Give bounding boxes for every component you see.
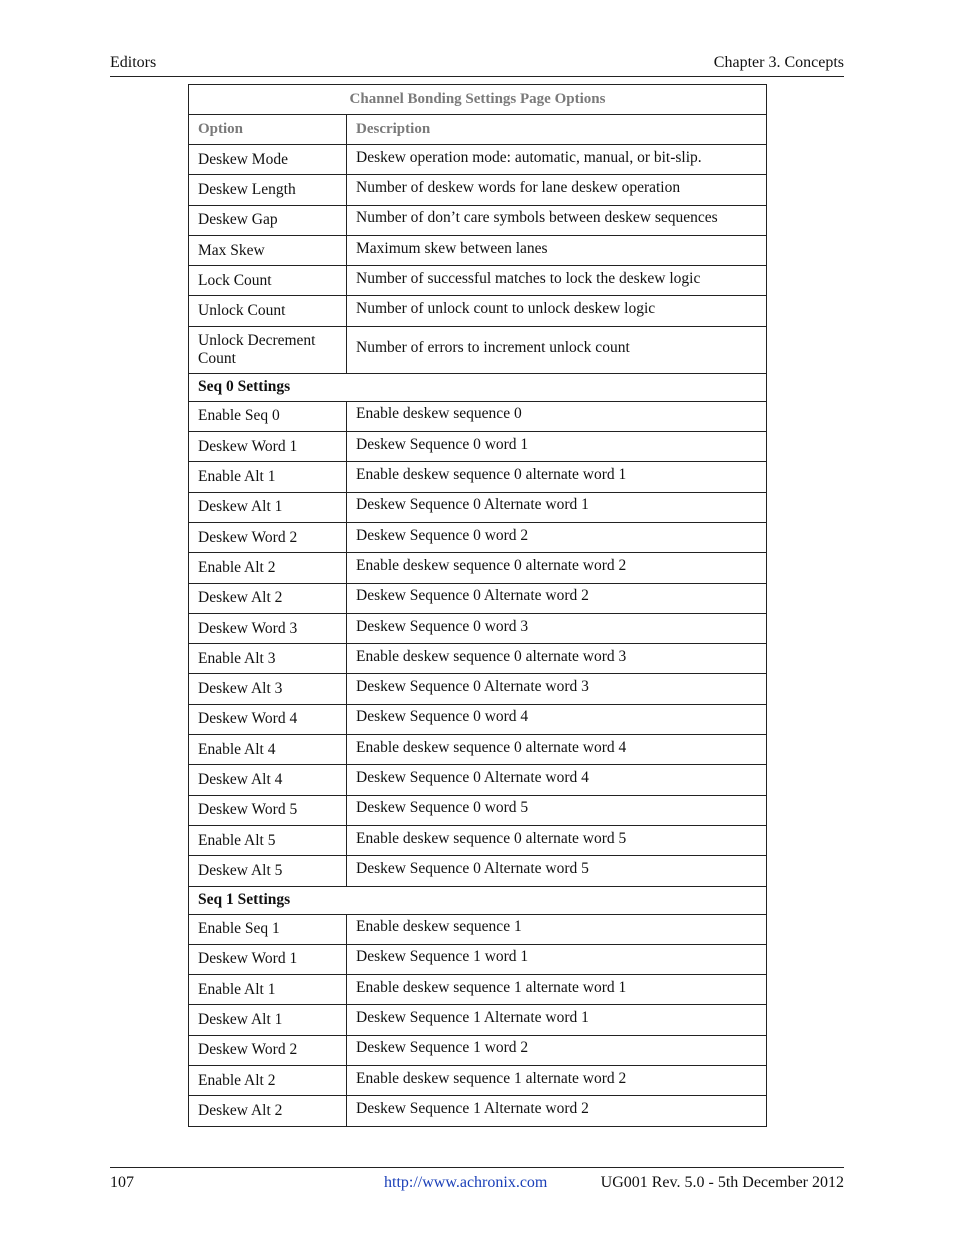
header-section-title: Editors	[110, 54, 157, 71]
description-cell: Deskew Sequence 0 Alternate word 1	[347, 490, 767, 520]
description-cell: Deskew Sequence 1 Alternate word 1	[347, 1003, 767, 1033]
table-row	[189, 175, 767, 205]
option-cell: Deskew Length	[189, 175, 347, 205]
table-row	[189, 296, 767, 326]
option-cell: Enable Alt 1	[189, 462, 347, 492]
option-cell: Unlock Count	[189, 296, 347, 326]
option-cell: Deskew Alt 1	[189, 1005, 347, 1035]
table-row	[189, 944, 767, 974]
description-cell: Enable deskew sequence 1	[347, 912, 767, 942]
description-cell: Deskew Sequence 1 word 2	[347, 1033, 767, 1063]
option-cell: Deskew Alt 2	[189, 583, 347, 613]
table-title-row	[189, 85, 767, 115]
option-cell: Enable Alt 2	[189, 1066, 347, 1096]
page-number: 107	[110, 1174, 134, 1191]
section-header-row	[189, 373, 767, 401]
description-cell: Number of successful matches to lock the deskew logic	[347, 264, 767, 294]
document-revision: UG001 Rev. 5.0 - 5th December 2012	[600, 1174, 844, 1191]
table-column-header-row	[189, 115, 767, 145]
table-row	[189, 1096, 767, 1126]
table-row	[189, 145, 767, 175]
description-cell: Deskew Sequence 0 Alternate word 3	[347, 672, 767, 702]
table-row	[189, 1066, 767, 1096]
option-cell: Deskew Gap	[189, 205, 347, 235]
table-row	[189, 613, 767, 643]
table-row	[189, 735, 767, 765]
description-cell: Number of unlock count to unlock deskew logic	[347, 294, 767, 324]
option-cell: Deskew Alt 2	[189, 1096, 347, 1126]
options-table	[188, 84, 767, 1127]
section-label: Seq 1 Settings	[189, 886, 767, 914]
table-row	[189, 825, 767, 855]
column-header-description: Description	[347, 115, 767, 145]
page-footer	[110, 1167, 844, 1192]
page-header	[110, 54, 844, 77]
description-cell: Number of errors to increment unlock count	[347, 324, 767, 371]
table-row	[189, 553, 767, 583]
description-cell: Enable deskew sequence 0 alternate word 2	[347, 551, 767, 581]
option-cell: Deskew Word 5	[189, 795, 347, 825]
option-cell: Enable Alt 1	[189, 975, 347, 1005]
table-row	[189, 205, 767, 235]
description-cell: Enable deskew sequence 0	[347, 399, 767, 429]
option-cell: Deskew Alt 4	[189, 765, 347, 795]
option-cell: Enable Alt 5	[189, 825, 347, 855]
description-cell: Deskew Sequence 0 word 3	[347, 611, 767, 641]
option-cell: Unlock Decrement Count	[189, 326, 347, 373]
option-cell: Enable Seq 0	[189, 401, 347, 431]
table-row	[189, 795, 767, 825]
option-cell: Enable Seq 1	[189, 914, 347, 944]
description-cell: Enable deskew sequence 1 alternate word 2	[347, 1064, 767, 1094]
description-cell: Enable deskew sequence 1 alternate word 1	[347, 973, 767, 1003]
option-cell: Enable Alt 4	[189, 735, 347, 765]
option-cell: Deskew Word 3	[189, 613, 347, 643]
section-header-row	[189, 886, 767, 914]
table-row	[189, 1005, 767, 1035]
description-cell: Deskew Sequence 0 Alternate word 4	[347, 763, 767, 793]
option-cell: Deskew Word 1	[189, 432, 347, 462]
table-row	[189, 856, 767, 886]
option-cell: Deskew Word 2	[189, 1035, 347, 1065]
option-cell: Max Skew	[189, 235, 347, 265]
description-cell: Deskew Sequence 1 Alternate word 2	[347, 1094, 767, 1124]
table-row	[189, 462, 767, 492]
table-row	[189, 765, 767, 795]
description-cell: Number of don’t care symbols between deskew sequences	[347, 203, 767, 233]
table-row	[189, 235, 767, 265]
option-cell: Enable Alt 3	[189, 644, 347, 674]
description-cell: Deskew Sequence 0 word 1	[347, 430, 767, 460]
table-row	[189, 583, 767, 613]
option-cell: Deskew Word 2	[189, 522, 347, 552]
table-row	[189, 266, 767, 296]
description-cell: Deskew operation mode: automatic, manual, or bit-slip.	[347, 143, 767, 173]
table-row	[189, 326, 767, 373]
description-cell: Deskew Sequence 0 Alternate word 2	[347, 581, 767, 611]
description-cell: Deskew Sequence 0 word 5	[347, 793, 767, 823]
option-cell: Deskew Mode	[189, 145, 347, 175]
description-cell: Deskew Sequence 1 word 1	[347, 942, 767, 972]
table-row	[189, 432, 767, 462]
description-cell: Deskew Sequence 0 word 2	[347, 520, 767, 550]
column-header-option: Option	[189, 115, 347, 145]
description-cell: Enable deskew sequence 0 alternate word 5	[347, 823, 767, 853]
table-row	[189, 522, 767, 552]
website-link[interactable]: http://www.achronix.com	[384, 1174, 548, 1191]
option-cell: Lock Count	[189, 266, 347, 296]
table-row	[189, 492, 767, 522]
table-title: Channel Bonding Settings Page Options	[189, 85, 767, 115]
table-row	[189, 914, 767, 944]
table-row	[189, 975, 767, 1005]
description-cell: Maximum skew between lanes	[347, 233, 767, 263]
table-row	[189, 401, 767, 431]
option-cell: Deskew Alt 5	[189, 856, 347, 886]
description-cell: Deskew Sequence 0 word 4	[347, 702, 767, 732]
section-label: Seq 0 Settings	[189, 373, 767, 401]
option-cell: Deskew Word 1	[189, 944, 347, 974]
option-cell: Deskew Alt 1	[189, 492, 347, 522]
description-cell: Deskew Sequence 0 Alternate word 5	[347, 854, 767, 884]
option-cell: Deskew Alt 3	[189, 674, 347, 704]
header-chapter-title: Chapter 3. Concepts	[713, 54, 844, 71]
description-cell: Enable deskew sequence 0 alternate word 4	[347, 733, 767, 763]
option-cell: Enable Alt 2	[189, 553, 347, 583]
table-row	[189, 674, 767, 704]
option-cell: Deskew Word 4	[189, 704, 347, 734]
table-row	[189, 704, 767, 734]
table-row	[189, 1035, 767, 1065]
table-row	[189, 644, 767, 674]
description-cell: Number of deskew words for lane deskew operation	[347, 173, 767, 203]
description-cell: Enable deskew sequence 0 alternate word 3	[347, 642, 767, 672]
description-cell: Enable deskew sequence 0 alternate word 1	[347, 460, 767, 490]
